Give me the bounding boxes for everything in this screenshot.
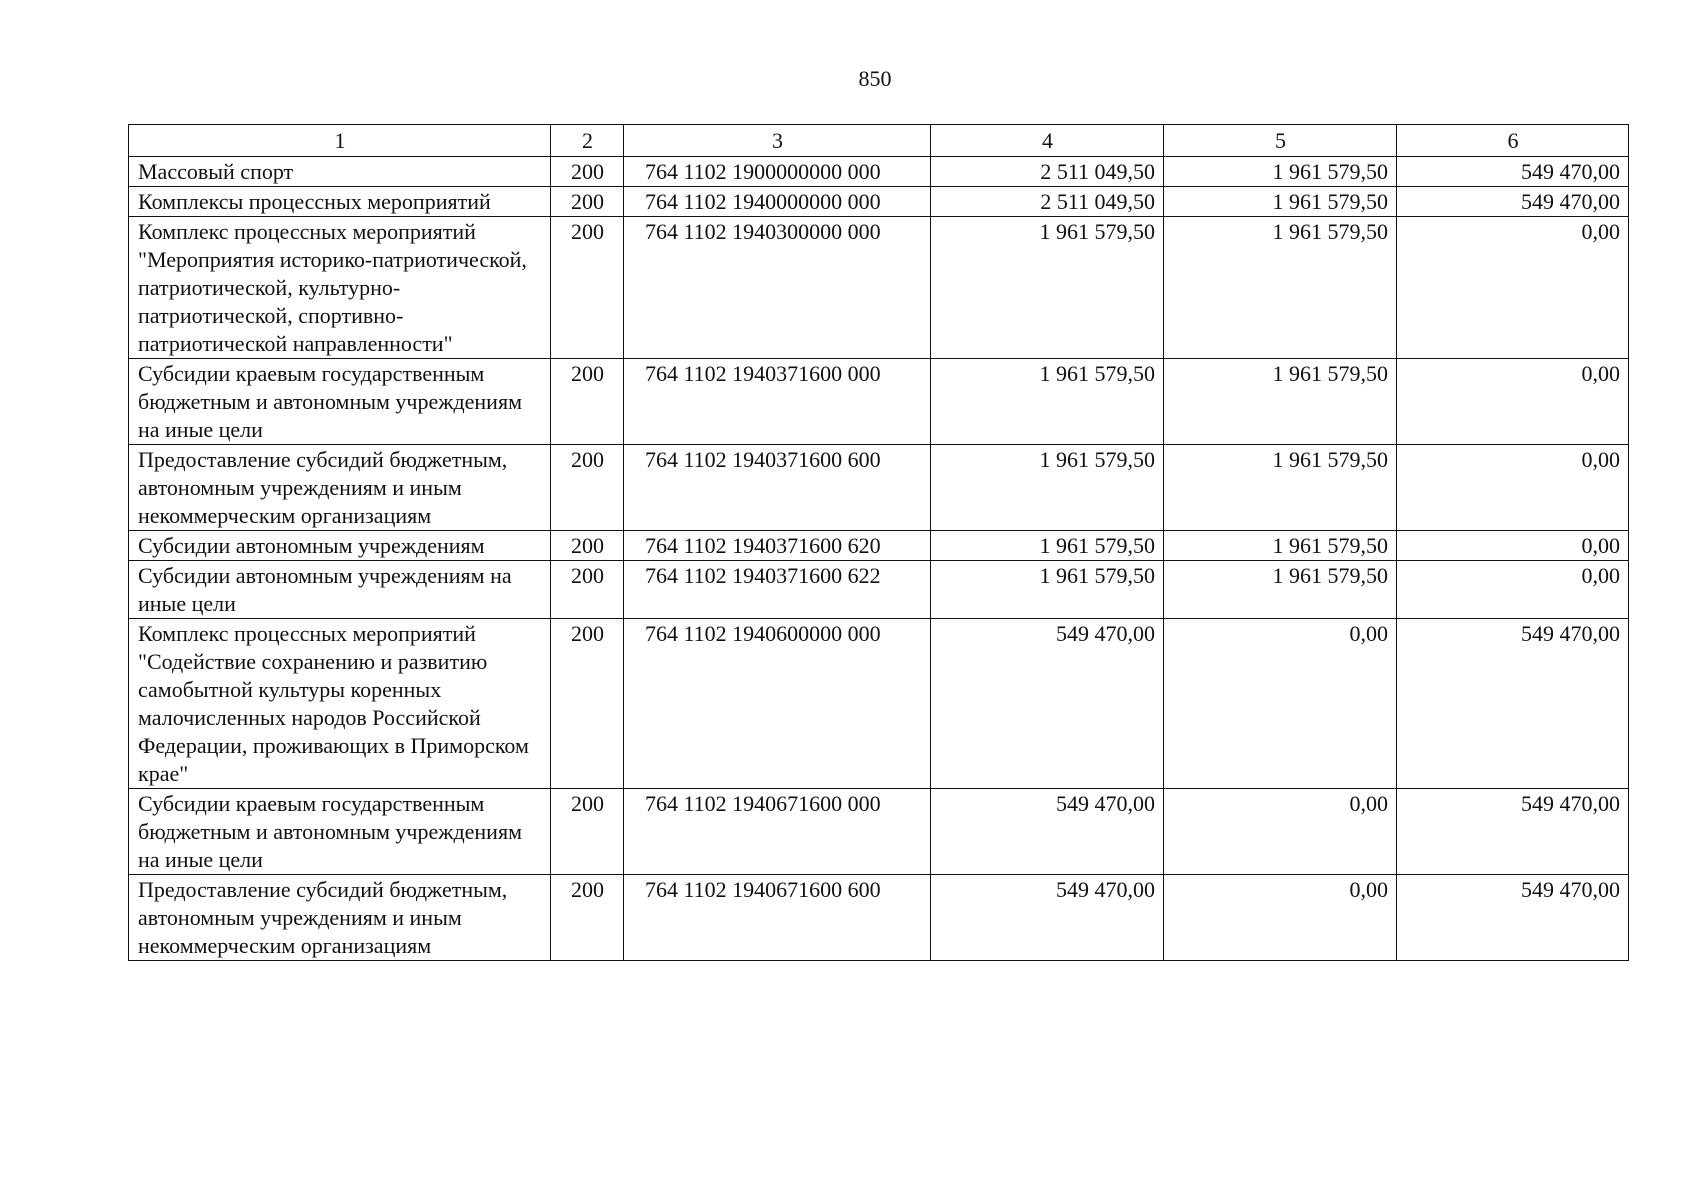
table-row: [129, 875, 1629, 961]
table-row: [129, 561, 1629, 619]
header-col-1: 1: [129, 125, 551, 157]
row-code: 200: [551, 561, 624, 619]
row-classification: 764 1102 1940371600 622: [624, 561, 931, 619]
row-name: Предоставление субсидий бюджетным, автономным учреждениям и иным некоммерческим организациям: [129, 445, 551, 531]
row-amount-col6: 549 470,00: [1397, 789, 1629, 875]
row-amount-col6: 0,00: [1397, 359, 1629, 445]
row-name: Комплексы процессных мероприятий: [129, 187, 551, 217]
row-amount-col4: 2 511 049,50: [931, 187, 1164, 217]
header-col-5: 5: [1164, 125, 1397, 157]
row-amount-col5: 1 961 579,50: [1164, 157, 1397, 187]
row-name: Субсидии автономным учреждениям: [129, 531, 551, 561]
row-name: Субсидии краевым государственным бюджетным и автономным учреждениям на иные цели: [129, 359, 551, 445]
header-col-2: 2: [551, 125, 624, 157]
table-row: [129, 157, 1629, 187]
row-amount-col5: 1 961 579,50: [1164, 359, 1397, 445]
row-amount-col4: 1 961 579,50: [931, 445, 1164, 531]
row-classification: 764 1102 1940671600 000: [624, 789, 931, 875]
row-amount-col4: 1 961 579,50: [931, 561, 1164, 619]
row-amount-col4: 549 470,00: [931, 619, 1164, 789]
row-amount-col6: 0,00: [1397, 445, 1629, 531]
table-row: [129, 187, 1629, 217]
table-row: [129, 217, 1629, 359]
row-amount-col4: 549 470,00: [931, 875, 1164, 961]
row-classification: 764 1102 1940371600 620: [624, 531, 931, 561]
row-amount-col5: 1 961 579,50: [1164, 217, 1397, 359]
row-classification: 764 1102 1940371600 600: [624, 445, 931, 531]
row-amount-col5: 1 961 579,50: [1164, 187, 1397, 217]
row-classification: 764 1102 1940371600 000: [624, 359, 931, 445]
row-amount-col6: 0,00: [1397, 561, 1629, 619]
row-amount-col4: 549 470,00: [931, 789, 1164, 875]
row-code: 200: [551, 875, 624, 961]
row-code: 200: [551, 217, 624, 359]
row-amount-col5: 1 961 579,50: [1164, 561, 1397, 619]
page-number: 850: [858, 66, 892, 91]
table-row: [129, 359, 1629, 445]
row-name: Субсидии краевым государственным бюджетным и автономным учреждениям на иные цели: [129, 789, 551, 875]
row-amount-col5: 1 961 579,50: [1164, 531, 1397, 561]
row-classification: 764 1102 1940671600 600: [624, 875, 931, 961]
budget-table-container: [128, 124, 1629, 961]
row-classification: 764 1102 1940000000 000: [624, 187, 931, 217]
table-header-row: [129, 125, 1629, 157]
row-amount-col6: 0,00: [1397, 531, 1629, 561]
row-classification: 764 1102 1900000000 000: [624, 157, 931, 187]
row-code: 200: [551, 359, 624, 445]
row-code: 200: [551, 789, 624, 875]
row-name: Предоставление субсидий бюджетным, автономным учреждениям и иным некоммерческим организациям: [129, 875, 551, 961]
row-code: 200: [551, 619, 624, 789]
row-amount-col4: 1 961 579,50: [931, 217, 1164, 359]
header-col-3: 3: [624, 125, 931, 157]
row-amount-col4: 1 961 579,50: [931, 531, 1164, 561]
row-code: 200: [551, 157, 624, 187]
row-amount-col5: 0,00: [1164, 789, 1397, 875]
row-amount-col5: 0,00: [1164, 619, 1397, 789]
header-col-6: 6: [1397, 125, 1629, 157]
row-name: Комплекс процессных мероприятий "Мероприятия историко-патриотической, патриотической, культурно-патриотической, спортивно-патриотической направленности": [129, 217, 551, 359]
row-classification: 764 1102 1940300000 000: [624, 217, 931, 359]
table-row: [129, 789, 1629, 875]
row-amount-col6: 549 470,00: [1397, 157, 1629, 187]
header-col-4: 4: [931, 125, 1164, 157]
row-name: Субсидии автономным учреждениям на иные цели: [129, 561, 551, 619]
row-amount-col6: 549 470,00: [1397, 187, 1629, 217]
table-row: [129, 445, 1629, 531]
table-row: [129, 619, 1629, 789]
row-name: Массовый спорт: [129, 157, 551, 187]
table-row: [129, 531, 1629, 561]
row-amount-col6: 549 470,00: [1397, 875, 1629, 961]
row-code: 200: [551, 531, 624, 561]
row-code: 200: [551, 187, 624, 217]
row-amount-col4: 2 511 049,50: [931, 157, 1164, 187]
row-amount-col5: 1 961 579,50: [1164, 445, 1397, 531]
row-code: 200: [551, 445, 624, 531]
row-name: Комплекс процессных мероприятий "Содействие сохранению и развитию самобытной культуры коренных малочисленных народов Российской Федерации, проживающих в Приморском крае": [129, 619, 551, 789]
budget-table: [128, 124, 1629, 961]
row-amount-col6: 0,00: [1397, 217, 1629, 359]
row-classification: 764 1102 1940600000 000: [624, 619, 931, 789]
row-amount-col6: 549 470,00: [1397, 619, 1629, 789]
row-amount-col5: 0,00: [1164, 875, 1397, 961]
row-amount-col4: 1 961 579,50: [931, 359, 1164, 445]
